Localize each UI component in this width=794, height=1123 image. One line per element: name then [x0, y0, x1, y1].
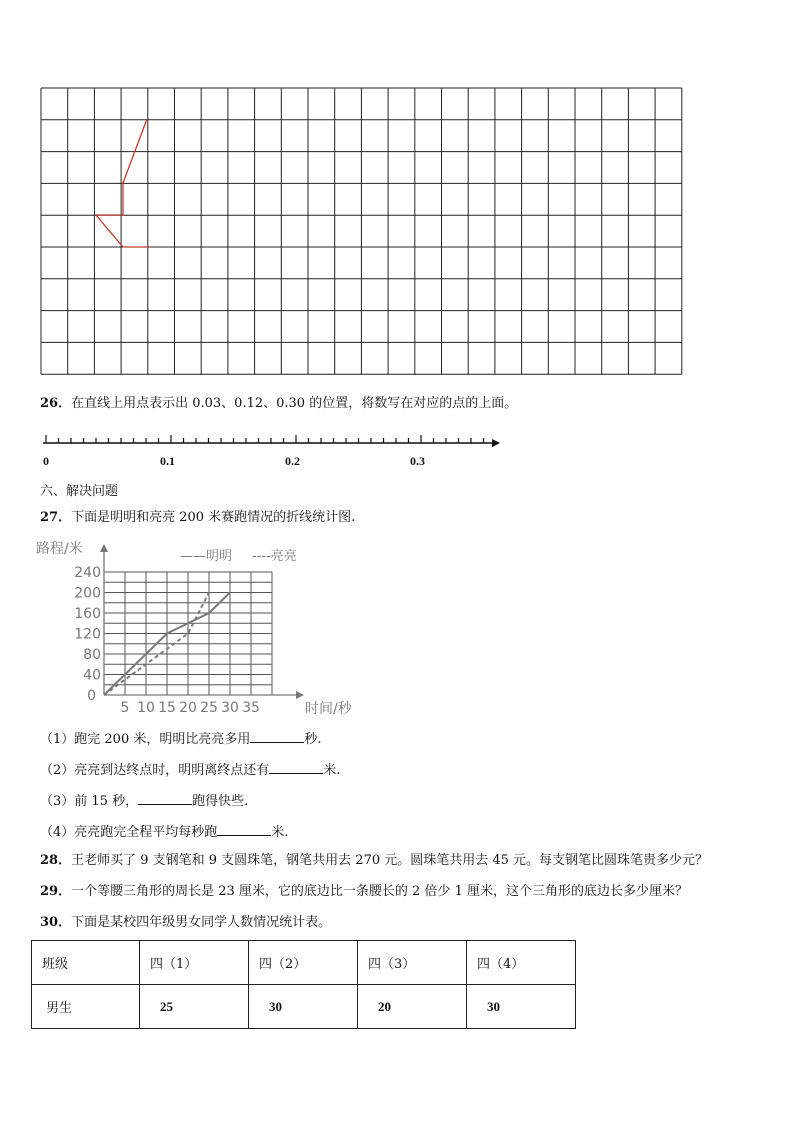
arrow-icon [492, 439, 500, 447]
q27-sub3: （3）前 15 秒， 跑得快些. [40, 794, 249, 809]
table-row-label: 男生 [32, 985, 140, 1029]
table-cell: 30 [249, 985, 358, 1029]
y-tick-label: 240 [74, 565, 101, 581]
y-axis-title: 路程/米 [36, 541, 83, 557]
number-line [40, 432, 502, 472]
q27-sub1: （1）跑完 200 米，明明比亮亮多用 秒. [40, 732, 322, 747]
q26: 26．在直线上用点表示出 0.03、0.12、0.30 的位置，将数写在对应的点的上面。 [40, 396, 518, 411]
table-header-cell: 班级 [32, 941, 140, 985]
q27-sub4: （4）亮亮跑完全程平均每秒跑 米. [40, 825, 289, 840]
section-title: 六、解决问题 [40, 484, 119, 499]
drawing-grid [40, 87, 687, 375]
table-cell: 25 [140, 985, 249, 1029]
answer-blank[interactable] [138, 792, 192, 805]
answer-blank[interactable] [269, 761, 323, 774]
table-header-row [32, 941, 576, 985]
line-chart [34, 536, 352, 720]
y-tick-label: 80 [83, 647, 101, 663]
y-tick-label: 200 [74, 585, 101, 602]
table-header-cell: 四（4） [467, 941, 576, 985]
table-header-cell: 四（1） [140, 941, 249, 985]
table-header-cell: 四（2） [249, 941, 358, 985]
x-tick-label: 15 [158, 700, 176, 716]
origin-label: 0 [87, 688, 96, 704]
legend-liangliang: ----亮亮 [252, 549, 297, 564]
x-tick-label: 5 [120, 700, 130, 716]
y-tick-label: 120 [74, 626, 101, 643]
answer-blank[interactable] [250, 730, 304, 743]
table-header-cell: 四（3） [358, 941, 467, 985]
q27-sub2: （2）亮亮到达终点时，明明离终点还有 米. [40, 763, 341, 778]
x-tick-label: 20 [179, 700, 197, 716]
numberline-label-0.2: 0.2 [285, 454, 300, 468]
q29: 29．一个等腰三角形的周长是 23 厘米，它的底边比一条腰长的 2 倍少 1 厘米，这个三角形的底边长多少厘米？ [40, 884, 688, 899]
numberline-label-0.3: 0.3 [410, 454, 425, 468]
table-cell: 30 [467, 985, 576, 1029]
y-tick-label: 160 [74, 606, 101, 622]
numberline-label-0: 0 [43, 454, 49, 468]
x-tick-label: 25 [200, 700, 218, 716]
chart-x-arrow-icon [296, 691, 304, 699]
x-tick-label: 35 [242, 700, 260, 716]
grid-lines [41, 88, 682, 374]
table-row [32, 985, 576, 1029]
x-axis-title: 时间/秒 [305, 701, 352, 717]
q28: 28．王老师买了 9 支钢笔和 9 支圆珠笔，钢笔共用去 270 元。圆珠笔共用去 45 元。每支钢笔比圆珠笔贵多少元？ [40, 853, 709, 868]
x-tick-label: 10 [137, 700, 155, 716]
table-cell: 20 [358, 985, 467, 1029]
chart-y-arrow-icon [100, 544, 108, 552]
q27: 27．下面是明明和亮亮 200 米赛跑情况的折线统计图. [40, 510, 356, 525]
answer-blank[interactable] [217, 823, 271, 836]
q30: 30．下面是某校四年级男女同学人数情况统计表。 [40, 915, 332, 930]
legend-mingming: ——明明 [180, 549, 233, 564]
x-tick-label: 30 [221, 700, 239, 716]
stats-table [31, 940, 576, 1029]
numberline-label-0.1: 0.1 [160, 454, 175, 468]
y-tick-label: 40 [83, 667, 101, 684]
